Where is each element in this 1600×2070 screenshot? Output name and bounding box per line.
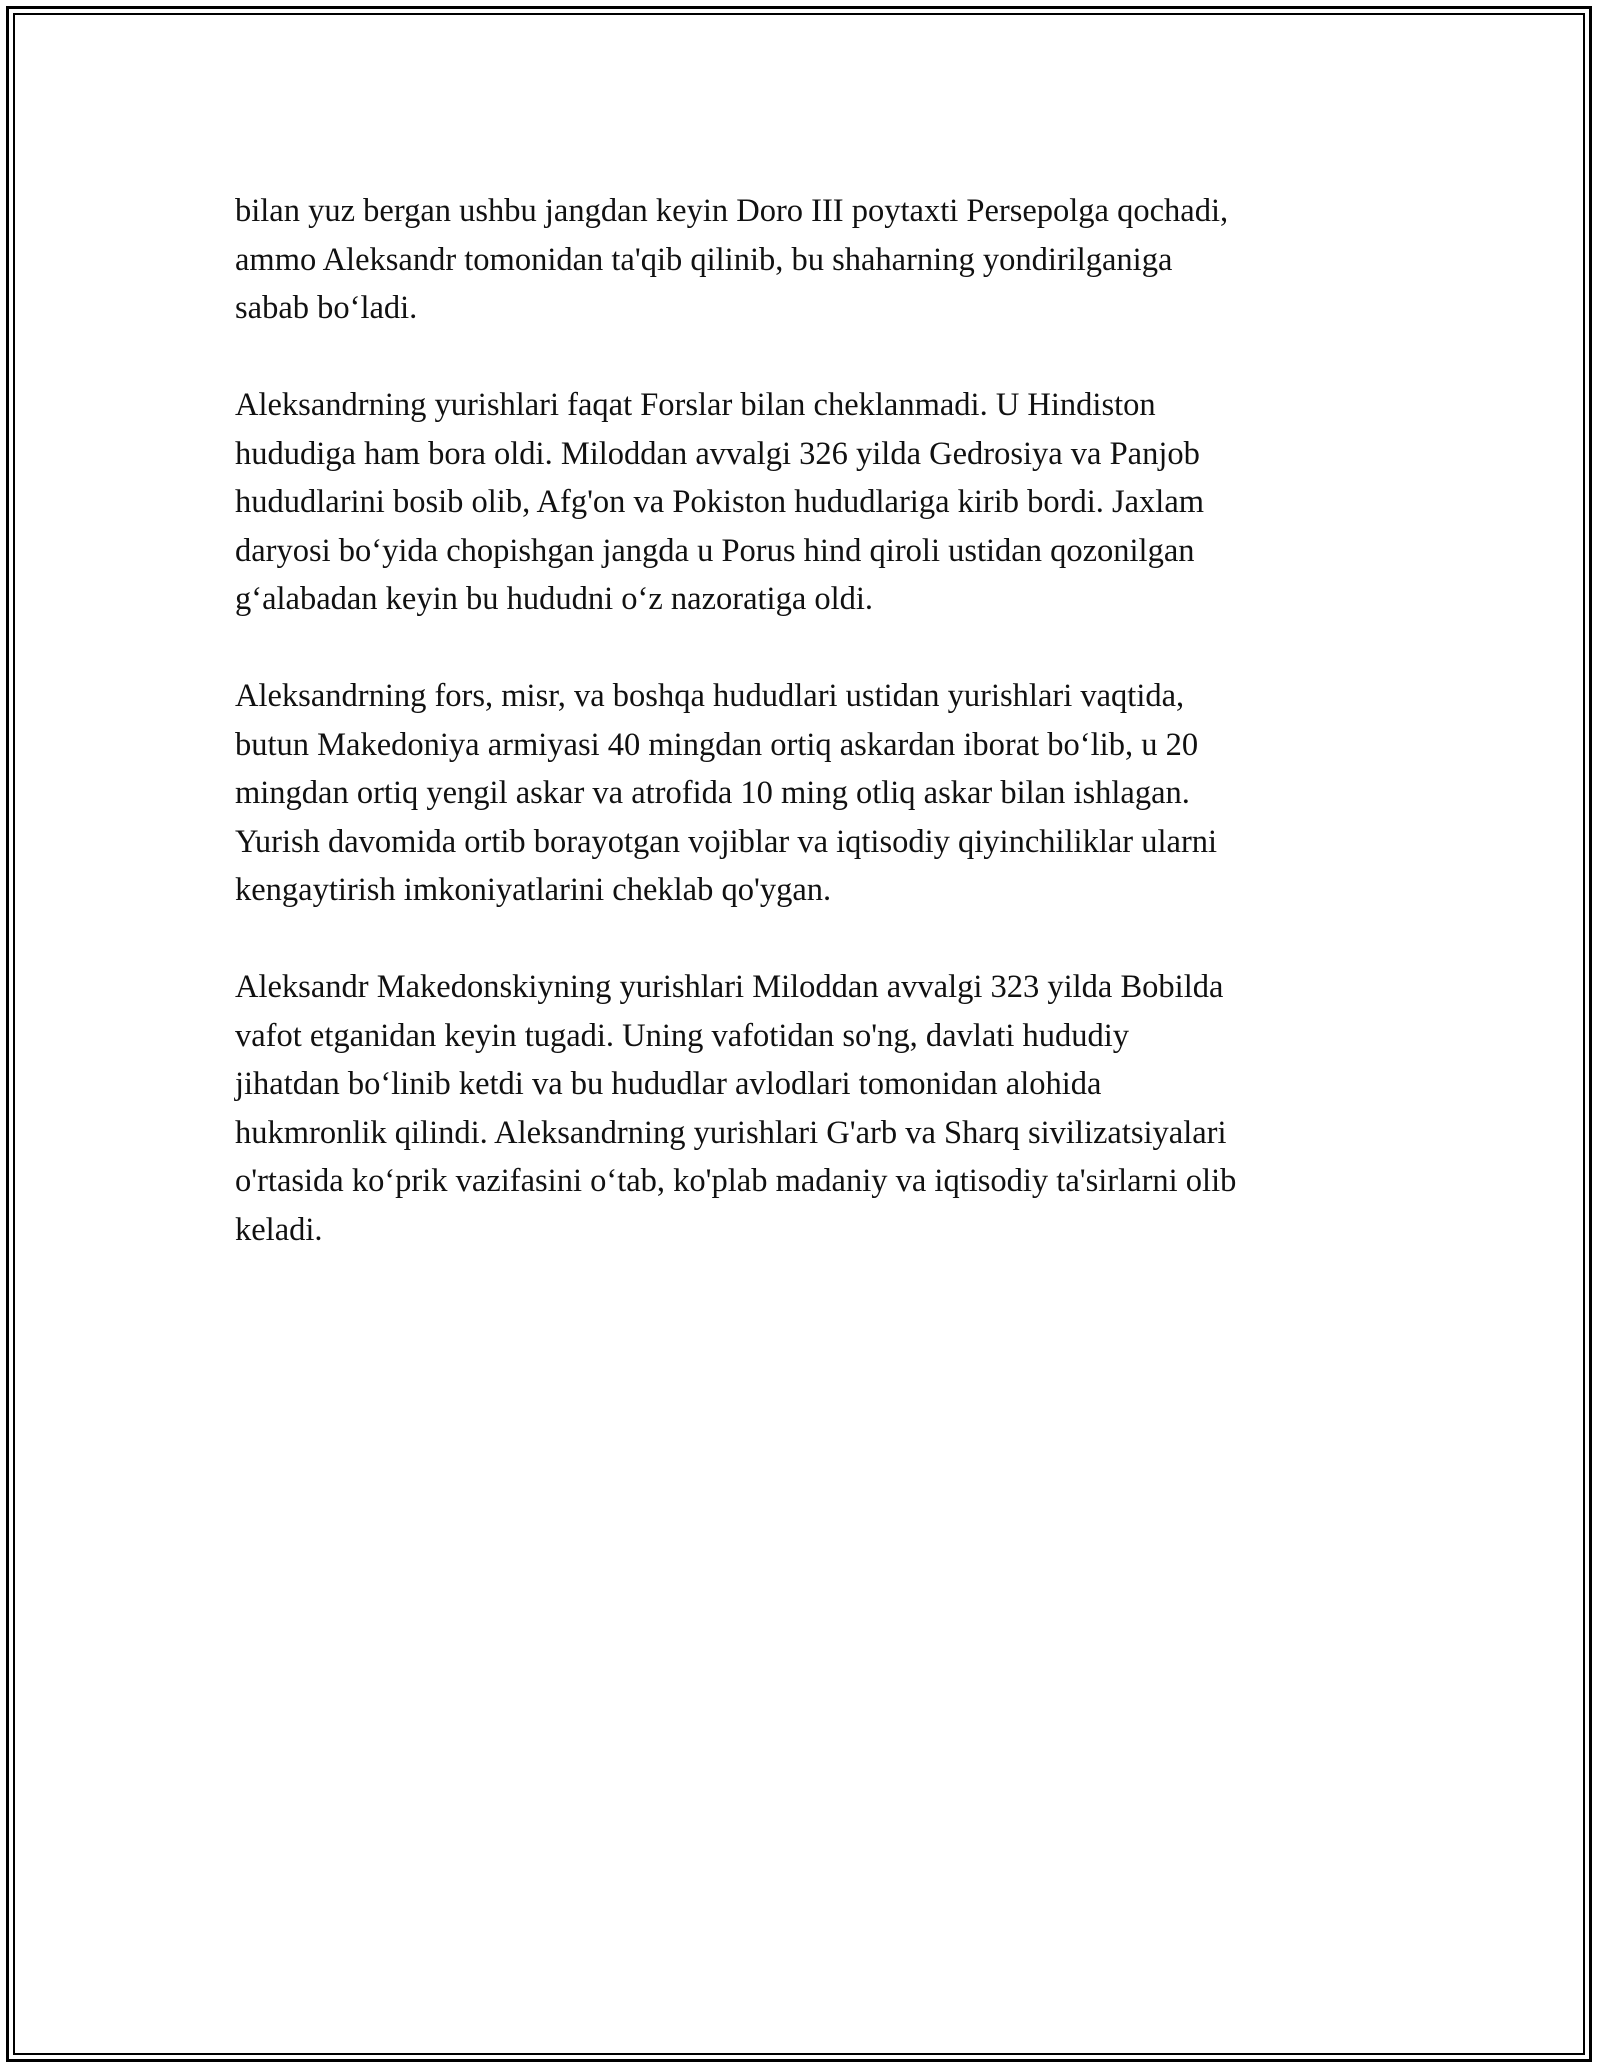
paragraph-death-legacy: Aleksandr Makedonskiyning yurishlari Miloddan avvalgi 323 yilda Bobilda vafot etganidan keyin tugadi. Uning vafotidan so'ng, davlati hududiy jihatdan bo‘linib ketdi va bu hududlar avlodlari tomonidan alohida hukmronlik qilindi. Aleksandrning yurishlari G'arb va Sharq sivilizatsiyalari o'rtasida ko‘prik vazifasini o‘tab, ko'plab madaniy va iqtisodiy ta'sirlarni olib keladi. [235, 969, 1237, 1248]
paragraph-india-campaign: Aleksandrning yurishlari faqat Forslar bilan cheklanmadi. U Hindiston hududiga ham bora oldi. Miloddan avvalgi 326 yilda Gedrosiya va Panjob hududlarini bosib olib, Afg'on va Pokiston hududlariga kirib bordi. Jaxlam daryosi bo‘yida chopishgan jangda u Porus hind qiroli ustidan qozonilgan g‘alabadan keyin bu hududni o‘z nazoratiga oldi. [235, 387, 1205, 617]
paragraph-army-size: Aleksandrning fors, misr, va boshqa hududlari ustidan yurishlari vaqtida, butun Makedoniya armiyasi 40 mingdan ortiq askardan iborat bo‘lib, u 20 mingdan ortiq yengil askar va atrofida 10 ming otliq askar bilan ishlagan. Yurish davomida ortib borayotgan vojiblar va iqtisodiy qiyinchiliklar ularni kengaytirish imkoniyatlarini cheklab qo'ygan. [235, 678, 1218, 908]
paragraph-persepolis: bilan yuz bergan ushbu jangdan keyin Doro III poytaxti Persepolga qochadi, ammo Aleksandr tomonidan ta'qib qilinib, bu shaharning yondirilganiga sabab bo‘ladi. [235, 193, 1229, 326]
document-body [235, 187, 1385, 1303]
